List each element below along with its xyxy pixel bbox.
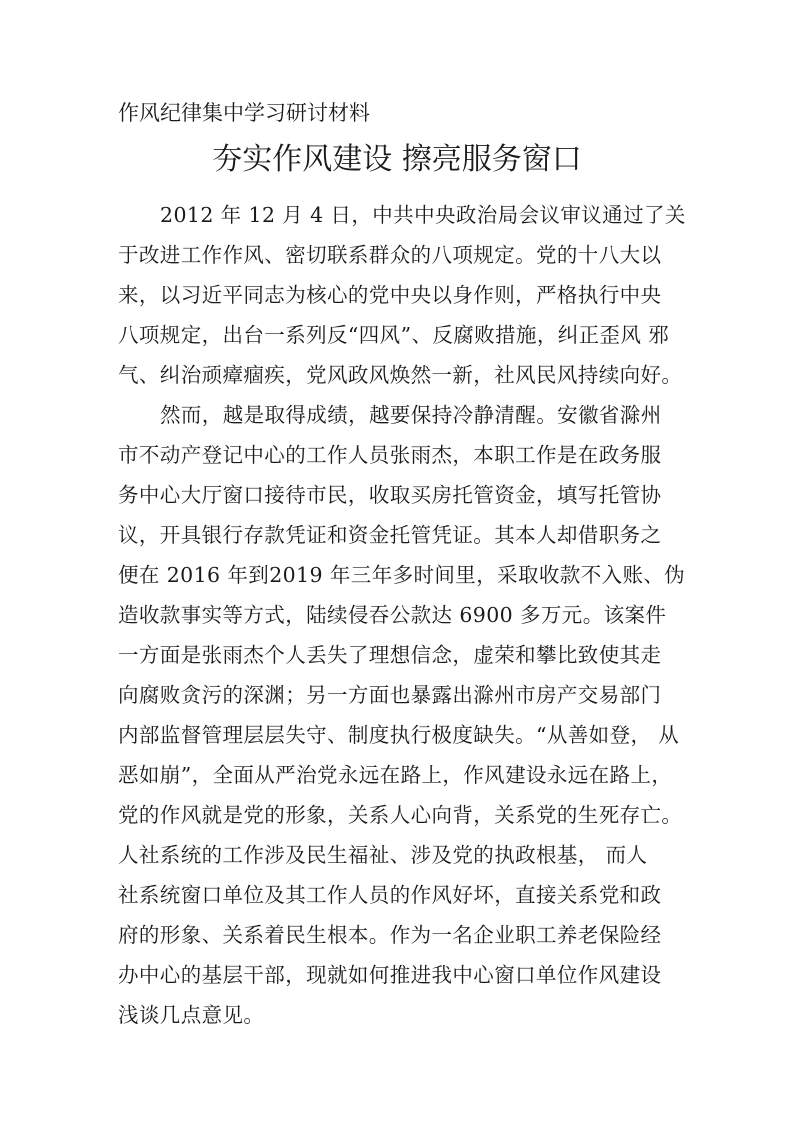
text-line: 来，以习近平同志为核心的党中央以身作则，严格执行中央 (118, 283, 662, 307)
text-line: 八项规定，出台一系列反“四风”、反腐败措施，纠正歪风 邪 (118, 323, 670, 347)
text-line: 向腐败贪污的深渊；另一方面也暴露出滁州市房产交易部门 (118, 683, 662, 707)
text-line: 然而，越是取得成绩，越要保持冷静清醒。安徽省滁州 (160, 403, 662, 427)
text-line: 府的形象、关系着民生根本。作为一名企业职工养老保险经 (118, 923, 662, 947)
text-line: 于改进工作作风、密切联系群众的八项规定。党的十八大以 (118, 243, 662, 267)
text-line: 市不动产登记中心的工作人员张雨杰，本职工作是在政务服 (118, 443, 662, 467)
text-line: 造收款事实等方式，陆续侵吞公款达 6900 多万元。该案件 (118, 603, 667, 627)
text-line: 气、纠治顽瘴痼疾，党风政风焕然一新，社风民风持续向好。 (118, 363, 683, 387)
text-line: 2012 年 12 月 4 日，中共中央政治局会议审议通过了关 (160, 203, 686, 227)
text-line: 恶如崩”，全面从严治党永远在路上，作风建设永远在路上， (118, 763, 673, 787)
text-line: 内部监督管理层层失守、制度执行极度缺失。“从善如登， 从 (118, 723, 680, 747)
text-line: 党的作风就是党的形象，关系人心向背，关系党的生死存亡。 (118, 803, 683, 827)
text-line: 办中心的基层干部，现就如何推进我中心窗口单位作风建设 (118, 963, 662, 987)
text-line: 浅谈几点意见。 (118, 1003, 265, 1027)
document-title: 夯实作风建设 擦亮服务窗口 (212, 142, 582, 177)
text-line: 务中心大厅窗口接待市民，收取买房托管资金，填写托管协 (118, 483, 662, 507)
text-line: 便在 2016 年到2019 年三年多时间里，采取收款不入账、伪 (118, 563, 686, 587)
text-line: 人社系统的工作涉及民生福祉、涉及党的执政根基， 而人 (118, 843, 648, 867)
document-subtitle: 作风纪律集中学习研讨材料 (118, 101, 370, 125)
text-line: 社系统窗口单位及其工作人员的作风好坏，直接关系党和政 (118, 883, 662, 907)
text-line: 议，开具银行存款凭证和资金托管凭证。其本人却借职务之 (118, 523, 662, 547)
text-line: 一方面是张雨杰个人丢失了理想信念，虚荣和攀比致使其走 (118, 643, 662, 667)
